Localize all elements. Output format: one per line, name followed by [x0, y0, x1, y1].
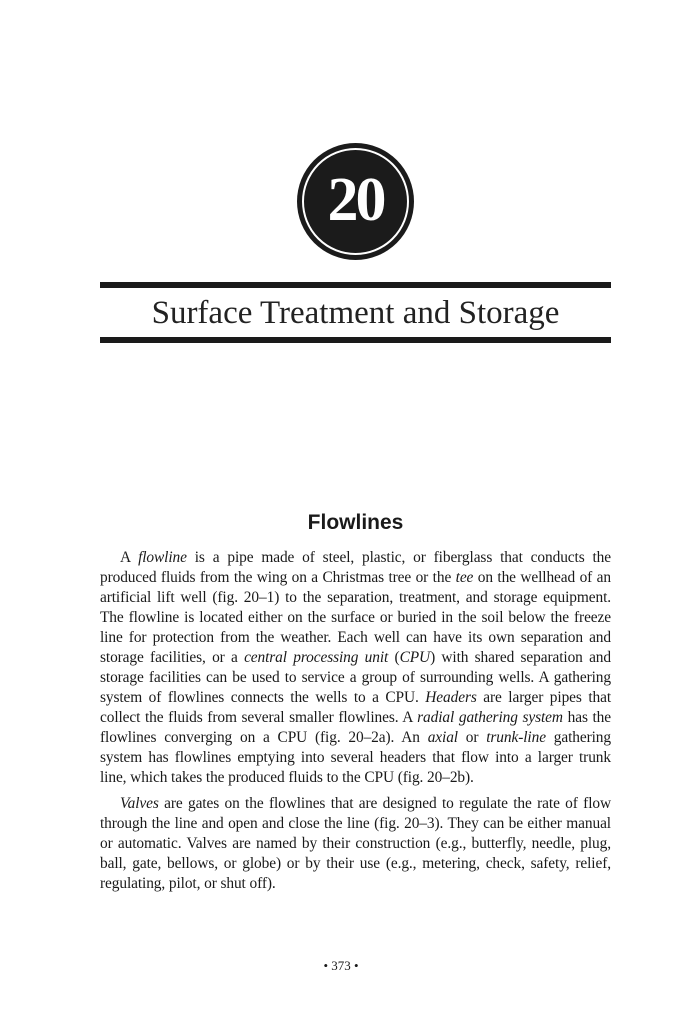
chapter-number-badge: [297, 143, 414, 260]
chapter-number: 20: [327, 166, 384, 234]
italic-term: trunk-line: [486, 729, 546, 746]
italic-term: CPU: [399, 649, 431, 666]
italic-term: axial: [427, 729, 458, 746]
section-heading: Flowlines: [307, 511, 404, 534]
italic-term: Valves: [120, 795, 159, 812]
italic-term: radial gathering system: [417, 709, 563, 726]
title-rule-top: [100, 282, 611, 288]
body-text: [100, 548, 611, 894]
page-number: • 373 •: [323, 958, 359, 973]
title-rule-bottom: [100, 337, 611, 343]
italic-term: tee: [455, 569, 474, 586]
paragraph: A flowline is a pipe made of steel, plastic, or fiberglass that conducts the produced fluids from the wing on a Christmas tree or the tee on the wellhead of an artificial lift well (fig. 20–1) to the separation, treatment, and storage equipment. The flowline is located either on the surface or buried in the soil below the freeze line for protection from the weather. Each well can have its own separation and storage facilities, or a central processing unit (CPU) with shared separation and storage facilities can be used to service a group of surrounding wells. A gathering system of flowlines connects the wells to a CPU. Headers are larger pipes that collect the fluids from several smaller flowlines. A radial gathering system has the flowlines converging on a CPU (fig. 20–2a). An axial or trunk-line gathering system has flowlines emptying into several headers that flow into a larger trunk line, which takes the produced fluids to the CPU (fig. 20–2b).: [100, 549, 612, 786]
italic-term: Headers: [425, 689, 477, 706]
chapter-title: Surface Treatment and Storage: [151, 295, 560, 331]
italic-term: flowline: [138, 549, 187, 566]
paragraph: Valves are gates on the flowlines that are designed to regulate the rate of flow through the line and open and close the line (fig. 20–3). They can be either manual or automatic. Valves are named by their construction (e.g., butterfly, needle, plug, ball, gate, bellows, or globe) or by their use (e.g., metering, check, safety, relief, regulating, pilot, or shut off).: [100, 795, 611, 892]
italic-term: central processing unit: [244, 649, 389, 666]
